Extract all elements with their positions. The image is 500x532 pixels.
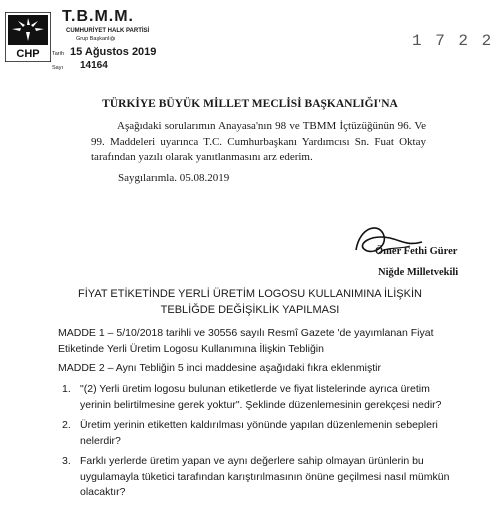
article-2: MADDE 2 – Aynı Tebliğin 5 inci maddesine aşağıdaki fıkra eklenmiştir	[58, 362, 381, 374]
document-heading: TÜRKİYE BÜYÜK MİLLET MECLİSİ BAŞKANLIĞI'NA	[102, 98, 398, 110]
question-item	[60, 454, 450, 501]
date-label: Tarih	[52, 51, 64, 57]
question-number: 2.	[62, 419, 71, 431]
logo-text: CHP	[16, 48, 40, 60]
greeting: Saygılarımla. 05.08.2019	[118, 172, 230, 184]
group-name: Grup Başkanlığı	[76, 36, 116, 42]
received-stamp-number: 1 7 2 2	[412, 32, 494, 50]
request-paragraph	[91, 119, 426, 166]
article-1: MADDE 1 – 5/10/2018 tarihli ve 30556 sayılı Resmî Gazete 'de yayımlanan Fiyat Etiketinde Yerli Üretim Logosu Kullanımına İlişkin Tebliğin	[58, 327, 434, 355]
party-name: CUMHURİYET HALK PARTİSİ	[66, 28, 150, 34]
subject-heading: FİYAT ETİKETİNDE YERLİ ÜRETİM LOGOSU KULLANIMINA İLİŞKİN TEBLİĞDE DEĞİŞİKLİK YAPILMASI	[78, 288, 422, 316]
chp-logo	[5, 12, 51, 62]
letterhead-number: 14164	[80, 60, 108, 71]
signatory-title: Niğde Milletvekili	[378, 267, 459, 278]
question-item	[60, 418, 450, 449]
letterhead-title: T.B.M.M.	[62, 8, 134, 25]
question-number: 1.	[62, 383, 71, 395]
request-paragraph-text: Aşağıdaki sorularımın Anayasa'nın 98 ve TBMM İçtüzüğünün 96. Ve 99. Maddeleri uyarınca T.C. Cumhurbaşkanı Yardımcısı Sn. Fuat Oktay tarafından yazılı olarak yanıtlanmasını arz ederim.	[91, 120, 426, 163]
question-item	[60, 382, 450, 413]
question-text: Üretim yerinin etiketten kaldırılması yönünde yapılan düzenlemenin sebepleri nelerdir?	[80, 419, 438, 447]
question-number: 3.	[62, 455, 71, 467]
signatory-name: Ömer Fethi Gürer	[375, 246, 458, 257]
question-list	[60, 382, 450, 506]
letterhead-date: 15 Ağustos 2019	[70, 46, 157, 58]
question-text: "(2) Yerli üretim logosu bulunan etiketlerde ve fiyat listelerinde ayrıca üretim yerinin belirtilmesine gerek yoktur". Şeklinde düzenlemesinin gerekçesi nedir?	[80, 383, 442, 411]
question-text: Farklı yerlerde üretim yapan ve aynı değerlere sahip olmayan ürünlerin bu uygulamayla tüketici tarafından karıştırılmasının önüne geçilmesi nasıl mümkün olacaktır?	[80, 455, 450, 498]
number-label: Sayı	[52, 65, 64, 71]
